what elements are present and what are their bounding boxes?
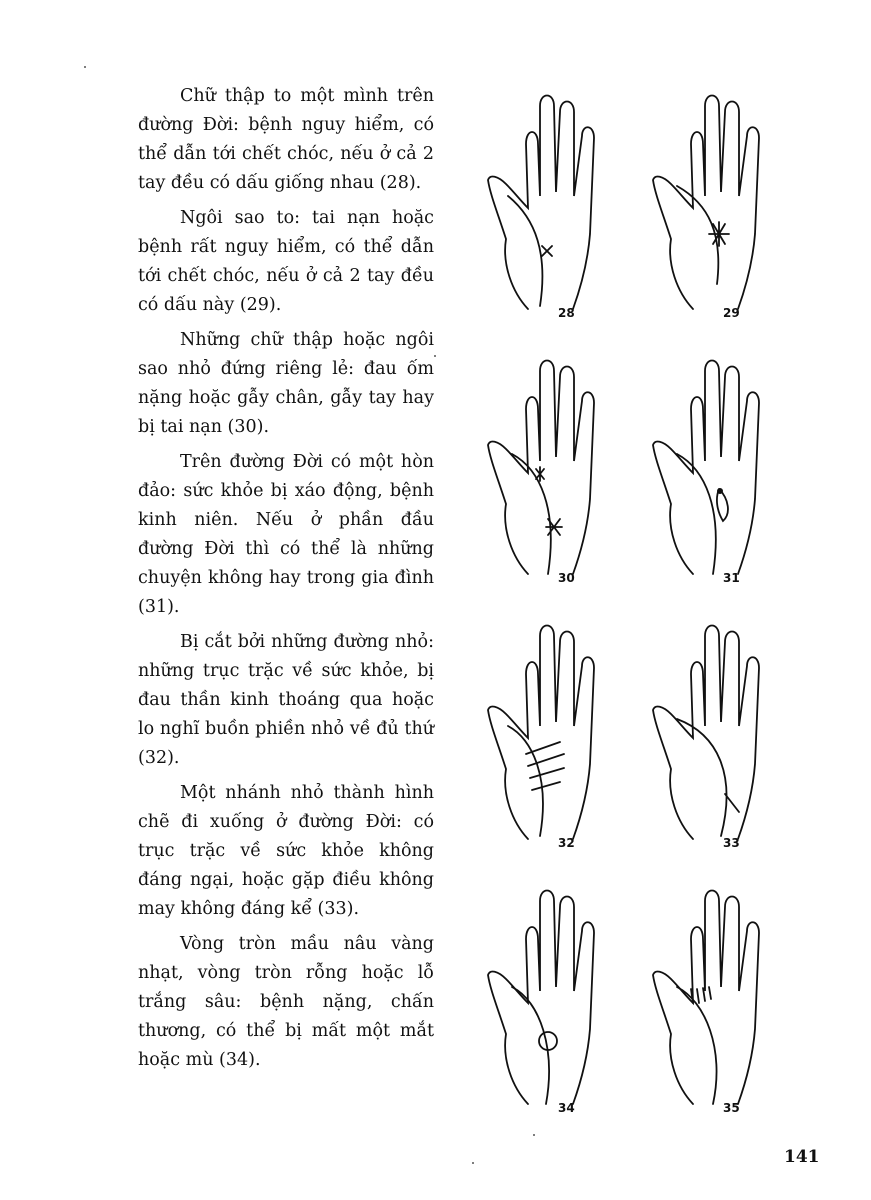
text-column bbox=[138, 82, 434, 1081]
hand-drawing bbox=[643, 879, 813, 1134]
scan-speck bbox=[472, 1162, 474, 1164]
hand-drawing bbox=[643, 349, 813, 604]
hand-figure bbox=[643, 879, 813, 1134]
scan-speck bbox=[84, 66, 86, 68]
hand-outline bbox=[488, 96, 594, 310]
figure-number: 35 bbox=[723, 1101, 740, 1115]
figure-number: 31 bbox=[723, 571, 740, 585]
life-line bbox=[508, 196, 542, 306]
hand-drawing bbox=[478, 349, 648, 604]
figure-number: 30 bbox=[558, 571, 575, 585]
hand-drawing bbox=[643, 84, 813, 339]
paragraph: Chữ thập to một mình trên đường Đời: bệnh nguy hiểm, có thể dẫn tới chết chóc, nếu ở cả 2 tay đều có dấu giống nhau (28). bbox=[138, 86, 434, 193]
hand-figure bbox=[643, 614, 813, 869]
hand-figure bbox=[478, 879, 648, 1134]
hand-outline bbox=[488, 626, 594, 840]
life-line bbox=[677, 719, 727, 836]
hand-drawing bbox=[478, 614, 648, 869]
hand-figure bbox=[478, 84, 648, 339]
hand-figure bbox=[478, 614, 648, 869]
paragraph: Trên đường Đời có một hòn đảo: sức khỏe bị xáo động, bệnh kinh niên. Nếu ở phần đầu đường Đời thì có thể là những chuyện không hay trong gia đình (31). bbox=[138, 452, 434, 617]
life-line bbox=[512, 987, 549, 1104]
figure-number: 32 bbox=[558, 836, 575, 850]
figure-number: 29 bbox=[723, 306, 740, 320]
hand-outline bbox=[488, 891, 594, 1105]
island-mark bbox=[717, 489, 728, 521]
hand-outline bbox=[488, 361, 594, 575]
hand-outline bbox=[653, 96, 759, 310]
hand-outline bbox=[653, 361, 759, 575]
page-number: 141 bbox=[784, 1147, 820, 1167]
life-line bbox=[512, 454, 551, 574]
hand-figures bbox=[478, 84, 818, 1124]
small-cross-mark bbox=[536, 467, 544, 481]
scan-speck bbox=[533, 1134, 535, 1136]
crossing-lines-mark bbox=[526, 742, 564, 790]
hand-outline bbox=[653, 626, 759, 840]
figure-number: 28 bbox=[558, 306, 575, 320]
paragraph: Những chữ thập hoặc ngôi sao nhỏ đứng riêng lẻ: đau ốm nặng hoặc gẫy chân, gẫy tay hay bị tai nạn (30). bbox=[138, 330, 434, 437]
hand-figure bbox=[643, 349, 813, 604]
scan-speck bbox=[434, 355, 436, 357]
hand-outline bbox=[653, 891, 759, 1105]
life-line bbox=[677, 987, 717, 1104]
figure-number: 33 bbox=[723, 836, 740, 850]
life-line bbox=[508, 726, 543, 836]
cross-mark bbox=[542, 246, 552, 256]
paragraph: Một nhánh nhỏ thành hình chẽ đi xuống ở đường Đời: có trục trặc về sức khỏe không đáng ngại, hoặc gặp điều không may không đáng kể (33). bbox=[138, 783, 434, 919]
small-star-mark bbox=[546, 519, 562, 535]
paragraph: Bị cắt bởi những đường nhỏ: những trục trặc về sức khỏe, bị đau thần kinh thoáng qua hoặc lo nghĩ buồn phiền nhỏ về đủ thứ (32). bbox=[138, 632, 434, 768]
hand-drawing bbox=[478, 84, 648, 339]
life-line bbox=[677, 454, 716, 574]
hand-drawing bbox=[478, 879, 648, 1134]
paragraph: Ngôi sao to: tai nạn hoặc bệnh rất nguy hiểm, có thể dẫn tới chết chóc, nếu ở cả 2 tay đều có dấu này (29). bbox=[138, 208, 434, 315]
hand-drawing bbox=[643, 614, 813, 869]
island-dot bbox=[717, 488, 723, 494]
hand-figure bbox=[643, 84, 813, 339]
life-line bbox=[677, 186, 718, 284]
figure-number: 34 bbox=[558, 1101, 575, 1115]
paragraph: Vòng tròn mầu nâu vàng nhạt, vòng tròn rỗng hoặc lỗ trắng sâu: bệnh nặng, chấn thương, có thể bị mất một mắt hoặc mù (34). bbox=[138, 934, 434, 1070]
hand-figure bbox=[478, 349, 648, 604]
